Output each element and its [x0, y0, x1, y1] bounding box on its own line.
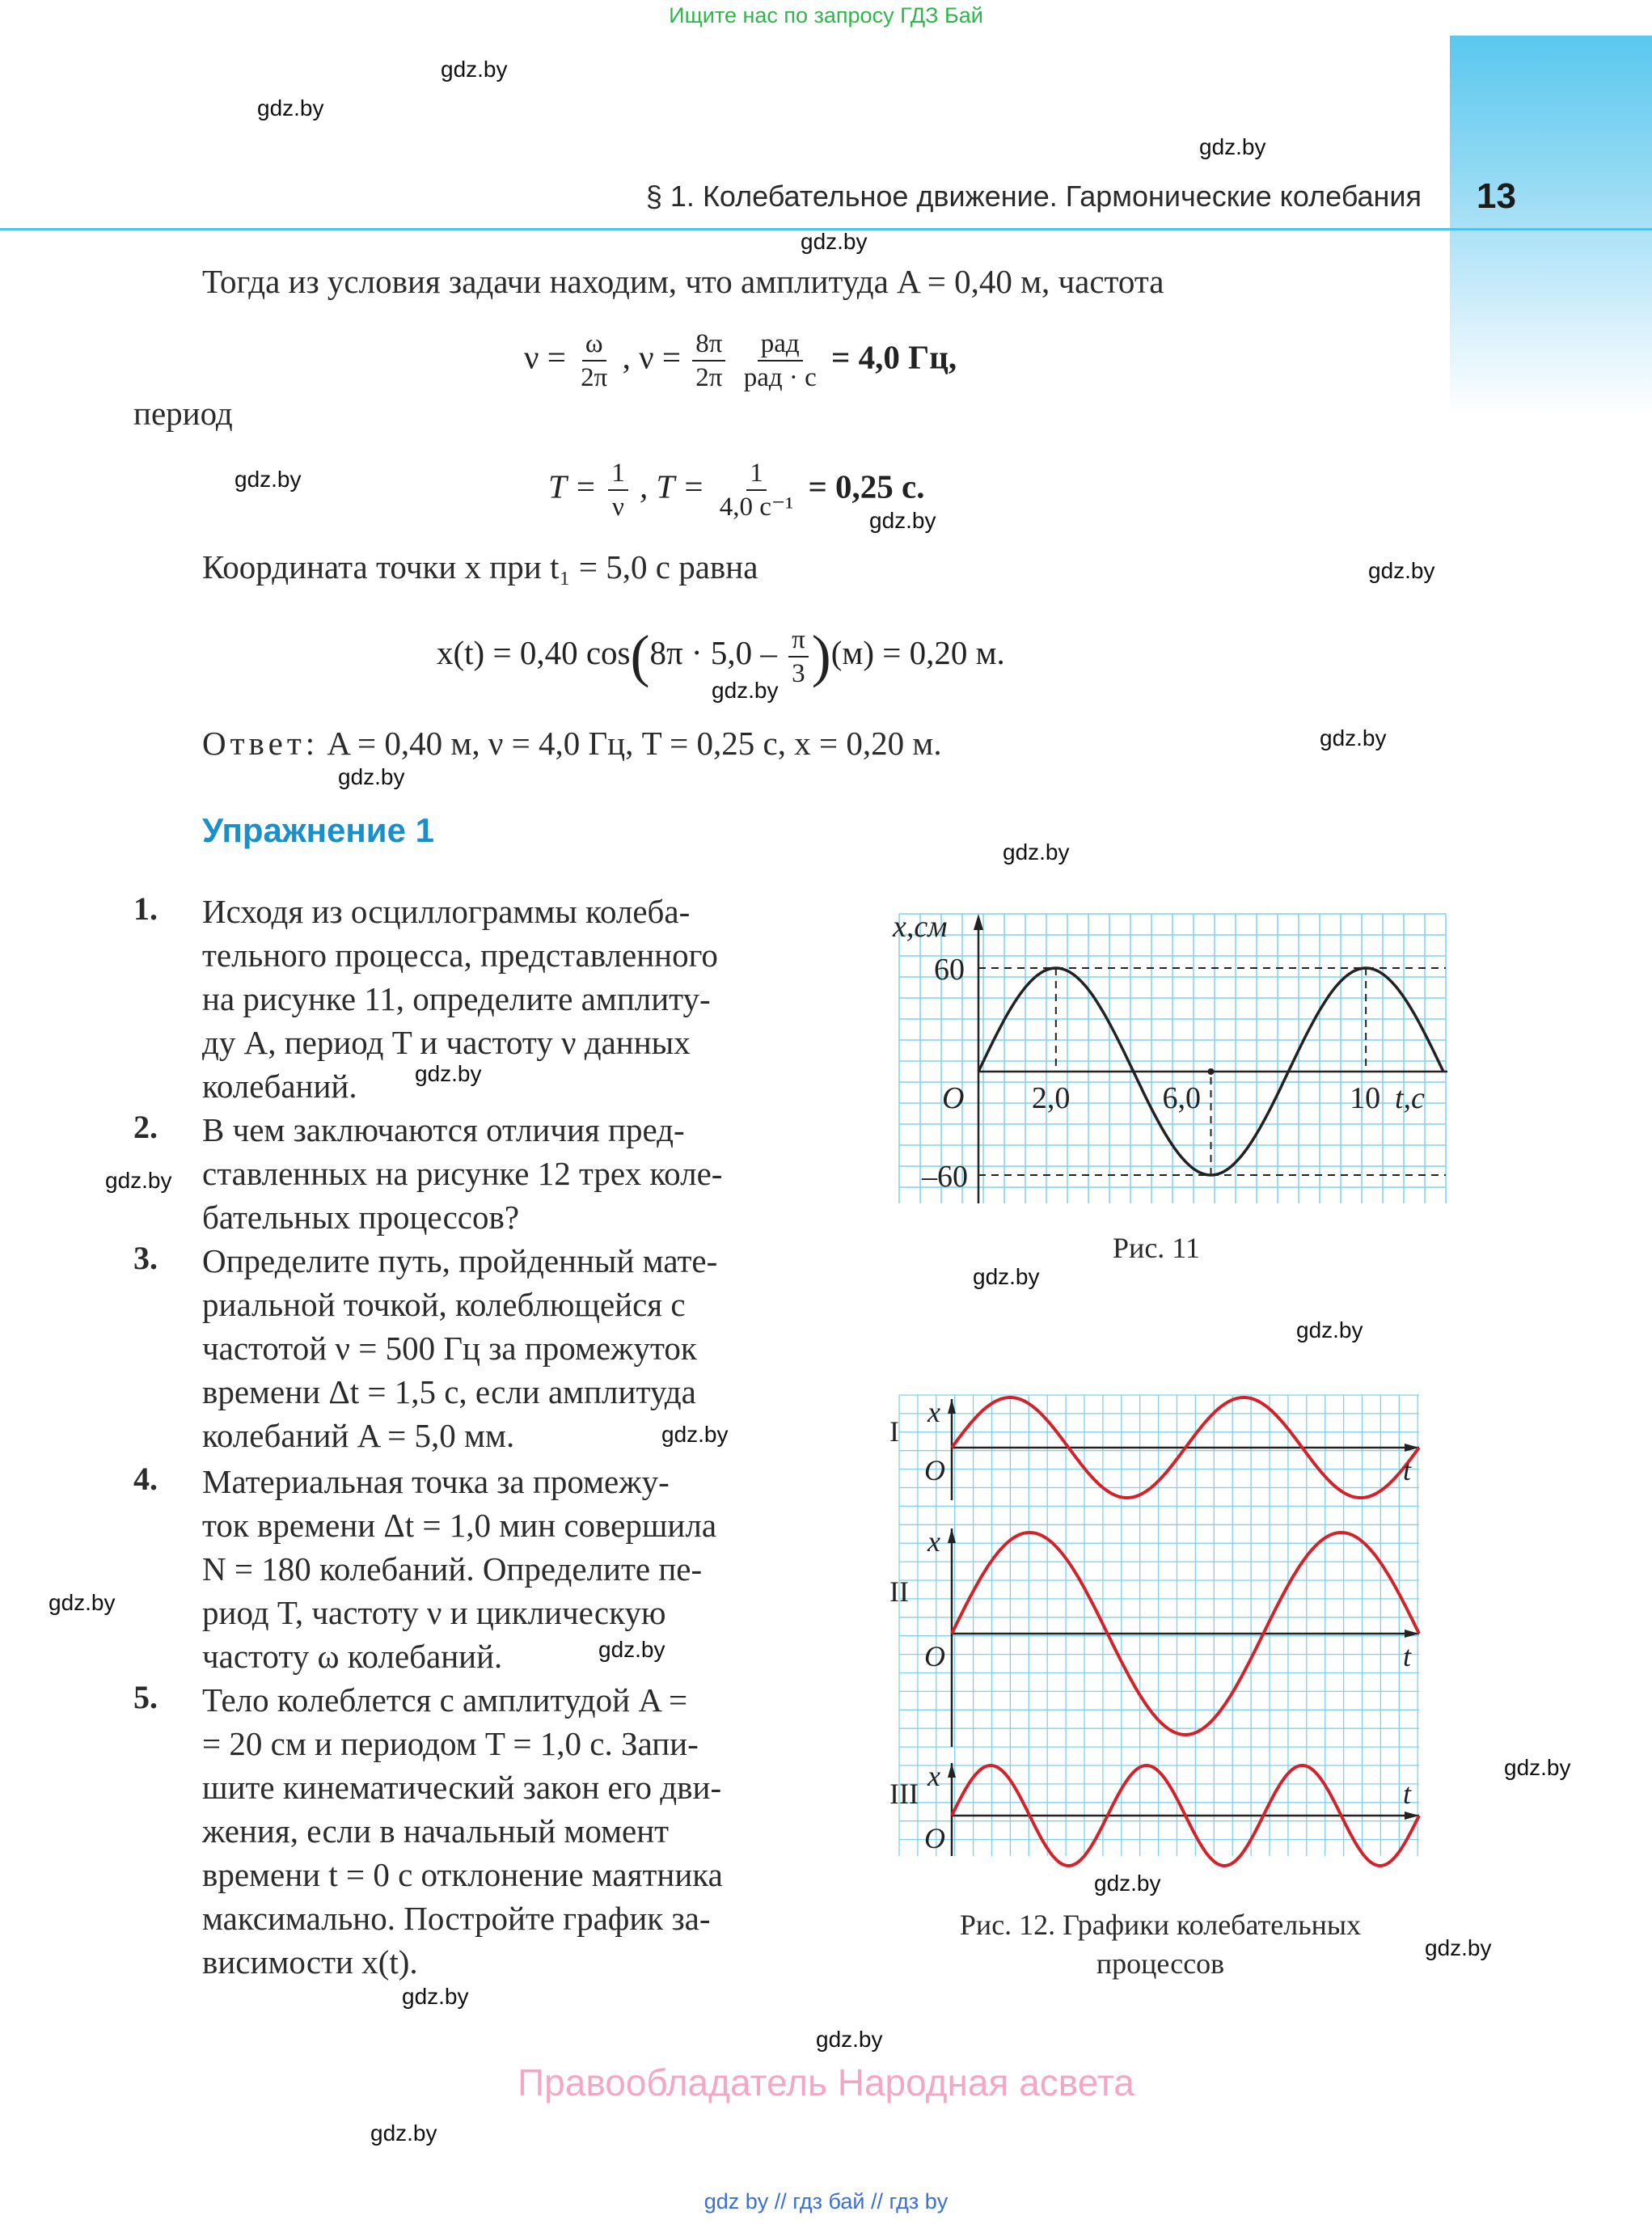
watermark: gdz.by [415, 1061, 482, 1086]
fraction [577, 328, 611, 394]
task-line: висимости x(t). [202, 1943, 418, 1981]
fraction-numerator: 1 [746, 457, 767, 491]
fraction-denominator: 2π [581, 363, 608, 392]
frequency-formula [524, 328, 957, 394]
task-number: 4. [133, 1461, 158, 1497]
top-banner: Ищите нас по запросу ГДЗ Бай [669, 3, 983, 27]
fraction-denominator: ν [612, 493, 624, 522]
period-word: период [133, 395, 233, 432]
formula-text: 8π · 5,0 – [649, 633, 777, 671]
page-side-tab [1450, 36, 1652, 416]
axis-label-x: x [927, 1525, 940, 1558]
paren: ( [630, 624, 650, 688]
footer-links[interactable]: gdz by // гдз бай // гдз by [703, 2189, 949, 2213]
axis-label-t: t [1403, 1454, 1412, 1486]
watermark: gdz.by [869, 508, 936, 533]
formula-text: ν = [524, 338, 566, 376]
panel-label: III [889, 1778, 919, 1810]
watermark: gdz.by [973, 1264, 1040, 1289]
formula-text: x(t) = 0,40 cos [437, 633, 631, 671]
task-line: Материальная точка за промежу- [202, 1463, 670, 1500]
fraction [741, 328, 820, 394]
task-line: ток времени Δt = 1,0 мин совершила [202, 1507, 717, 1544]
task-text [202, 1239, 859, 1457]
task-line: жения, если в начальный момент [202, 1812, 670, 1850]
task-line: риод T, частоту ν и циклическую [202, 1594, 666, 1631]
task-line: Определите путь, пройденный мате- [202, 1242, 718, 1279]
task-line: Исходя из осциллограммы колеба- [202, 893, 691, 930]
answer-label: Ответ: [202, 725, 319, 762]
task-text [202, 1460, 859, 1678]
task-line: частоту ω колебаний. [202, 1638, 503, 1675]
y-tick-label: 60 [934, 953, 965, 987]
figure-11-chart [889, 906, 1456, 1213]
task-line: В чем заключаются отличия пред- [202, 1111, 685, 1148]
answer-text: A = 0,40 м, ν = 4,0 Гц, T = 0,25 с, x = 0,20 м. [327, 725, 942, 762]
task-line: = 20 см и периодом T = 1,0 с. Запи- [202, 1725, 699, 1762]
task-line: на рисунке 11, определите амплиту- [202, 980, 711, 1017]
axis-label-x: x [927, 1396, 940, 1428]
coordinate-line: Координата точки x при t₁ = 5,0 с равна [202, 548, 758, 586]
paren: ) [811, 624, 831, 688]
fraction-denominator: 4,0 с⁻¹ [719, 493, 794, 522]
task-line: ставленных на рисунке 12 трех коле- [202, 1155, 723, 1192]
task-line: частотой ν = 500 Гц за промежуток [202, 1330, 697, 1367]
task-text [202, 1108, 859, 1239]
watermark: gdz.by [1368, 558, 1435, 583]
fraction [788, 624, 809, 690]
task-line: N = 180 колебаний. Определите пе- [202, 1550, 703, 1588]
watermark: gdz.by [257, 95, 324, 121]
watermark: gdz.by [801, 229, 868, 254]
formula-result: = 4,0 Гц, [831, 338, 957, 376]
task-number: 1. [133, 890, 158, 927]
fraction [692, 328, 725, 394]
task-line: бательных процессов? [202, 1199, 520, 1236]
fraction-denominator: рад · с [743, 363, 817, 392]
watermark: gdz.by [712, 678, 779, 703]
x-tick-label: 10 [1350, 1081, 1381, 1115]
formula-text: T = [548, 467, 597, 505]
watermark: gdz.by [49, 1590, 116, 1615]
task-text [202, 1678, 859, 1984]
section-title: § 1. Колебательное движение. Гармонические колебания [645, 180, 1422, 213]
caption-line: Рис. 12. Графики колебательных [959, 1909, 1362, 1941]
task-number: 5. [133, 1679, 158, 1715]
watermark: gdz.by [1003, 839, 1070, 865]
fraction-numerator: π [788, 624, 809, 657]
task-line: Тело колеблется с амплитудой A = [202, 1681, 688, 1719]
task-number: 3. [133, 1240, 158, 1276]
axis-label-t: t [1403, 1778, 1412, 1810]
watermark: gdz.by [402, 1984, 469, 2009]
watermark: gdz.by [234, 467, 302, 492]
y-tick-label: –60 [922, 1160, 968, 1194]
task-line: времени t = 0 с отклонение маятника [202, 1856, 723, 1893]
origin-label: O [942, 1081, 965, 1115]
figure-12-chart [889, 1387, 1439, 1872]
watermark: gdz.by [441, 57, 508, 82]
formula-text: , ν = [622, 338, 682, 376]
watermark: gdz.by [1199, 134, 1266, 159]
watermark: gdz.by [105, 1168, 172, 1193]
x-tick-label: 6,0 [1162, 1081, 1201, 1115]
watermark: gdz.by [598, 1637, 665, 1662]
figure-11-caption: Рис. 11 [1113, 1232, 1200, 1264]
y-axis-arrow [974, 914, 983, 930]
copyright-holder: Правообладатель Народная асвета [518, 2061, 1134, 2103]
coordinate-formula [437, 623, 1005, 690]
task-line: колебаний A = 5,0 мм. [202, 1417, 515, 1454]
task-line: шите кинематический закон его дви- [202, 1769, 722, 1806]
panel-label: II [889, 1575, 909, 1608]
watermark: gdz.by [661, 1422, 729, 1447]
formula-text: , T = [639, 467, 705, 505]
axis-label-x: x [927, 1760, 940, 1792]
watermark: gdz.by [370, 2120, 437, 2146]
x-axis-label: t,с [1395, 1081, 1425, 1115]
origin-label: O [924, 1454, 945, 1486]
fraction-numerator: рад [758, 328, 803, 362]
page-number: 13 [1477, 176, 1516, 216]
panel-label: I [889, 1415, 899, 1448]
watermark: gdz.by [1094, 1871, 1161, 1896]
fraction-denominator: 3 [792, 658, 805, 688]
watermark: gdz.by [816, 2027, 883, 2052]
task-number: 2. [133, 1109, 158, 1145]
task-line: риальной точкой, колеблющейся с [202, 1286, 686, 1323]
fraction-numerator: 8π [692, 328, 725, 362]
x-tick-label: 2,0 [1031, 1081, 1071, 1115]
fraction-numerator: 1 [608, 457, 628, 491]
task-line: максимально. Постройте график за- [202, 1900, 711, 1937]
watermark: gdz.by [1425, 1935, 1492, 1960]
fraction-numerator: ω [582, 328, 606, 362]
task-line: ду A, период T и частоту ν данных [202, 1024, 691, 1061]
formula-result: = 0,25 с. [808, 467, 925, 505]
watermark: gdz.by [338, 764, 405, 789]
origin-label: O [924, 1822, 945, 1854]
watermark: gdz.by [1320, 725, 1387, 750]
caption-line: процессов [1096, 1947, 1225, 1980]
watermark: gdz.by [1296, 1317, 1363, 1342]
axis-label-t: t [1403, 1640, 1412, 1672]
formula-result: (м) = 0,20 м. [830, 633, 1005, 671]
task-line: тельного процесса, представленного [202, 937, 718, 974]
period-formula [548, 457, 925, 523]
task-line: времени Δt = 1,5 с, если амплитуда [202, 1373, 696, 1410]
origin-label: O [924, 1640, 945, 1672]
watermark: gdz.by [1504, 1755, 1571, 1780]
y-axis-label: x,см [893, 910, 948, 944]
solution-line-1: Тогда из условия задачи находим, что амплитуда A = 0,40 м, частота [202, 263, 1164, 300]
fraction [716, 457, 796, 523]
exercise-title: Упражнение 1 [202, 811, 434, 849]
point-marker [1208, 1068, 1215, 1075]
task-text [202, 890, 859, 1108]
fraction-denominator: 2π [695, 363, 723, 392]
fraction [608, 457, 628, 523]
answer-line [202, 722, 942, 765]
task-line: колебаний. [202, 1068, 357, 1105]
figure-12-caption [898, 1905, 1423, 1983]
